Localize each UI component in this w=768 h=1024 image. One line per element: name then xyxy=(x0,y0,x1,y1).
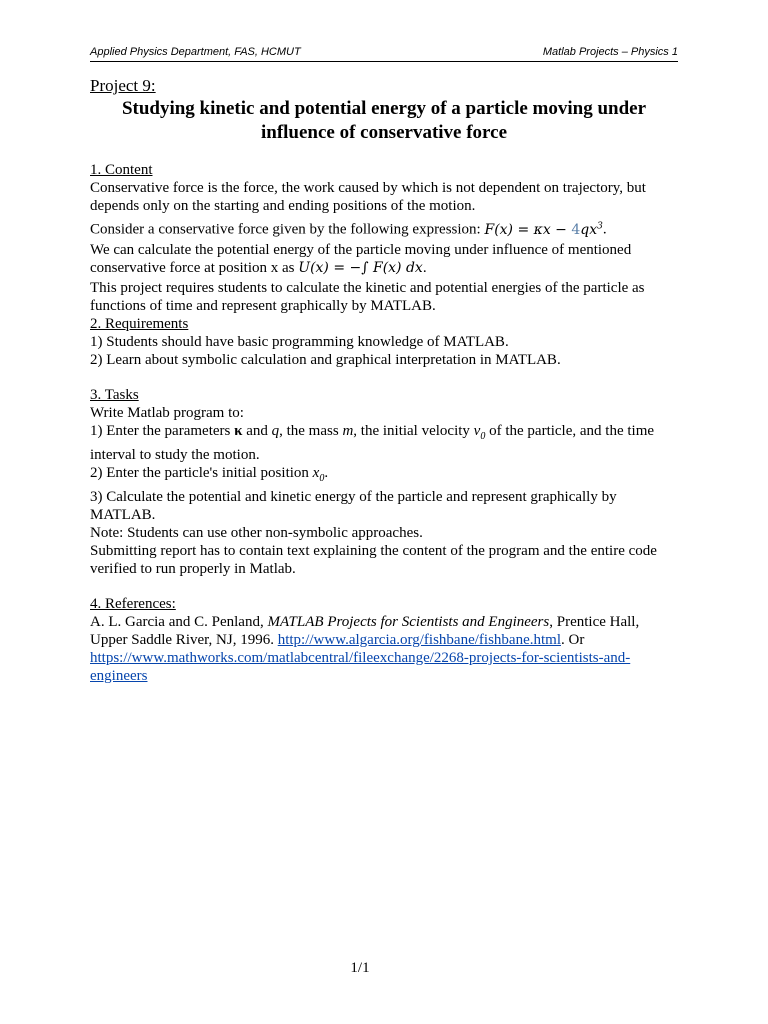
requirements-heading: 2. Requirements xyxy=(90,315,189,332)
reference-book-title: MATLAB Projects for Scientists and Engineers xyxy=(267,613,550,630)
content-paragraph-3: We can calculate the potential energy of the particle moving under influence of mentioned conservative force at position x as U(x) = −∫ F(x) dx. xyxy=(90,241,632,276)
formula-potential: U(x) = −∫ F(x) dx xyxy=(298,259,423,276)
tasks-intro: Write Matlab program to: xyxy=(90,404,244,421)
reference-link-mathworks[interactable]: https://www.mathworks.com/matlabcentral/fileexchange/2268-projects-for-scientists-and-engineers xyxy=(90,649,631,684)
reference-authors: A. L. Garcia and C. Penland, xyxy=(90,613,268,630)
requirement-item-1: 1) Students should have basic programming knowledge of MATLAB. xyxy=(90,333,509,350)
task-2-x-sub: 0 xyxy=(319,472,325,484)
content-paragraph-2-text: Consider a conservative force given by the following expression: xyxy=(90,221,485,238)
task-1-text-c: , the mass xyxy=(279,422,343,439)
tasks-heading: 3. Tasks xyxy=(90,386,139,403)
task-item-2 xyxy=(90,464,678,488)
spacer xyxy=(90,369,678,386)
title-line-1: Studying kinetic and potential energy of a particle moving under xyxy=(121,98,647,119)
header-left: Applied Physics Department, FAS, HCMUT xyxy=(90,46,301,58)
content-paragraph-2: Consider a conservative force given by the following expression: $F(x) = \kappa x - 4qx^3$. xyxy=(90,221,607,238)
task-item-1 xyxy=(90,422,678,464)
page-title xyxy=(90,97,678,145)
tasks-submit: Submitting report has to contain text explaining the content of the program and the entire code verified to run properly in Matlab. xyxy=(90,542,657,577)
formula-force xyxy=(484,222,602,238)
document-body xyxy=(90,161,678,685)
task-1-text-b: and xyxy=(242,422,272,439)
reference-publisher: , Prentice Hall, Upper Saddle River, NJ, 1996. xyxy=(90,613,640,648)
task-1-text-e: of the particle, and the time interval to study the motion. xyxy=(90,422,655,463)
task-1-text-a: 1) Enter the parameters xyxy=(90,422,235,439)
document-page xyxy=(90,0,678,1024)
page-header xyxy=(90,45,678,62)
header-right: Matlab Projects – Physics 1 xyxy=(542,46,678,58)
task-2-x: x xyxy=(312,464,320,481)
content-paragraph-4: This project requires students to calculate the kinetic and potential energies of the particle as functions of time and represent graphically by MATLAB. xyxy=(90,279,645,314)
formula-force-lhs: F(x) = κx − xyxy=(484,221,572,238)
reference-entry xyxy=(90,613,678,685)
spacer xyxy=(90,578,678,595)
task-1-v: v xyxy=(473,422,481,439)
task-1-v-sub: 0 xyxy=(480,430,486,442)
content-paragraph-1: Conservative force is the force, the work caused by which is not dependent on trajectory, but depends only on the starting and ending positions of the motion. xyxy=(90,180,646,214)
task-2-text-a: 2) Enter the particle's initial position xyxy=(90,464,313,481)
task-item-3: 3) Calculate the potential and kinetic energy of the particle and represent graphically by MATLAB. xyxy=(90,488,617,523)
page-number: 1/1 xyxy=(350,960,370,976)
formula-force-rest: qx xyxy=(580,221,598,238)
task-1-kappa: κ xyxy=(234,422,243,439)
task-1-text-d: , the initial velocity xyxy=(353,422,474,439)
requirement-item-2: 2) Learn about symbolic calculation and graphical interpretation in MATLAB. xyxy=(90,351,561,368)
task-2-text-b: . xyxy=(324,464,329,481)
formula-force-exponent: 3 xyxy=(597,221,603,231)
content-paragraph-3-text: We can calculate the potential energy of the particle moving under influence of mentioned conservative force at position x as xyxy=(90,241,632,276)
references-heading: 4. References: xyxy=(90,595,176,612)
task-1-m: m xyxy=(342,422,354,439)
reference-or: . Or xyxy=(560,631,585,648)
content-heading: 1. Content xyxy=(90,162,153,178)
tasks-note: Note: Students can use other non-symbolic approaches. xyxy=(90,524,423,541)
reference-link-fishbane[interactable]: http://www.algarcia.org/fishbane/fishbane.html xyxy=(277,631,561,648)
formula-force-coef: 4 xyxy=(571,221,581,238)
project-label: Project 9: xyxy=(90,76,156,95)
task-1-q: q xyxy=(271,422,280,439)
title-line-2: influence of conservative force xyxy=(260,122,508,143)
